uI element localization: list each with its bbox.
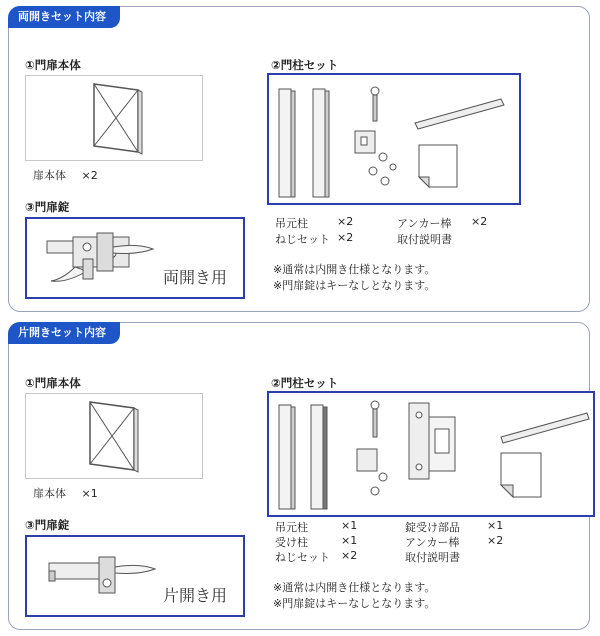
part-qty: ×2 bbox=[337, 215, 354, 228]
single-note-0: ※通常は内開き仕様となります。 bbox=[273, 581, 436, 594]
double-note-1: ※門扉錠はキーなしとなります。 bbox=[273, 279, 436, 292]
double-sec3-title: ③門扉錠 bbox=[25, 200, 70, 214]
single-part-3 bbox=[405, 534, 504, 550]
part-name: アンカー棒 bbox=[397, 217, 452, 230]
single-sec2-title: ②門柱セット bbox=[271, 376, 339, 390]
single-sec3-title: ③門扉錠 bbox=[25, 518, 70, 532]
door-item-qty: ×2 bbox=[81, 169, 98, 182]
manual-icon bbox=[419, 145, 457, 187]
part-name: アンカー棒 bbox=[405, 536, 460, 549]
single-door-item bbox=[33, 485, 98, 501]
part-name: 吊元柱 bbox=[275, 217, 308, 230]
part-qty: ×1 bbox=[341, 534, 358, 547]
manual-icon bbox=[501, 453, 541, 497]
part-name: 受け柱 bbox=[275, 536, 308, 549]
double-lock-image bbox=[25, 217, 245, 299]
part-name: 錠受け部品 bbox=[405, 521, 460, 534]
single-part-1 bbox=[405, 519, 504, 535]
hinge-icon bbox=[355, 87, 396, 185]
single-note-1: ※門扉錠はキーなしとなります。 bbox=[273, 597, 436, 610]
double-sec1-title: ①門扉本体 bbox=[25, 58, 81, 72]
single-set-tab: 片開きセット内容 bbox=[8, 322, 120, 344]
gate-door-icon bbox=[26, 394, 202, 478]
gate-door-icon bbox=[26, 76, 202, 160]
single-part-0 bbox=[275, 519, 358, 535]
double-post-set-image bbox=[267, 73, 521, 205]
anchor-rod-icon bbox=[501, 413, 589, 443]
part-name: ねじセット bbox=[275, 551, 330, 564]
part-qty: ×2 bbox=[337, 231, 354, 244]
part-name: 取付説明書 bbox=[405, 551, 460, 564]
double-set-tab: 両開きセット内容 bbox=[8, 6, 120, 28]
hinge-icon bbox=[357, 401, 387, 495]
single-sec1-title: ①門扉本体 bbox=[25, 376, 81, 390]
single-part-4 bbox=[275, 549, 358, 565]
double-door-item bbox=[33, 167, 98, 183]
single-part-2 bbox=[275, 534, 358, 550]
door-item-name: 扉本体 bbox=[33, 487, 66, 500]
single-lock-image bbox=[25, 535, 245, 617]
lock-receiver-icon bbox=[409, 403, 455, 479]
double-note-0: ※通常は内開き仕様となります。 bbox=[273, 263, 436, 276]
part-qty: ×2 bbox=[487, 534, 504, 547]
double-part-1 bbox=[397, 215, 488, 231]
double-lock-caption: 両開き用 bbox=[163, 268, 228, 287]
anchor-rod-icon bbox=[415, 99, 504, 129]
single-door-image bbox=[25, 393, 203, 479]
part-qty: ×1 bbox=[341, 519, 358, 532]
part-name: 吊元柱 bbox=[275, 521, 308, 534]
double-door-image bbox=[25, 75, 203, 161]
double-sec2-title: ②門柱セット bbox=[271, 58, 339, 72]
double-part-3 bbox=[397, 231, 452, 247]
part-name: 取付説明書 bbox=[397, 233, 452, 246]
door-item-name: 扉本体 bbox=[33, 169, 66, 182]
double-part-2 bbox=[275, 231, 354, 247]
double-part-0 bbox=[275, 215, 354, 231]
single-lock-caption: 片開き用 bbox=[163, 586, 228, 605]
single-set-panel bbox=[8, 322, 590, 630]
post-icon bbox=[279, 405, 327, 509]
part-qty: ×2 bbox=[341, 549, 358, 562]
part-qty: ×1 bbox=[487, 519, 504, 532]
single-part-5 bbox=[405, 549, 460, 565]
door-item-qty: ×1 bbox=[81, 487, 98, 500]
post-icon bbox=[279, 89, 329, 197]
part-qty: ×2 bbox=[471, 215, 488, 228]
single-post-set-image bbox=[267, 391, 595, 517]
part-name: ねじセット bbox=[275, 233, 330, 246]
double-set-panel bbox=[8, 6, 590, 312]
